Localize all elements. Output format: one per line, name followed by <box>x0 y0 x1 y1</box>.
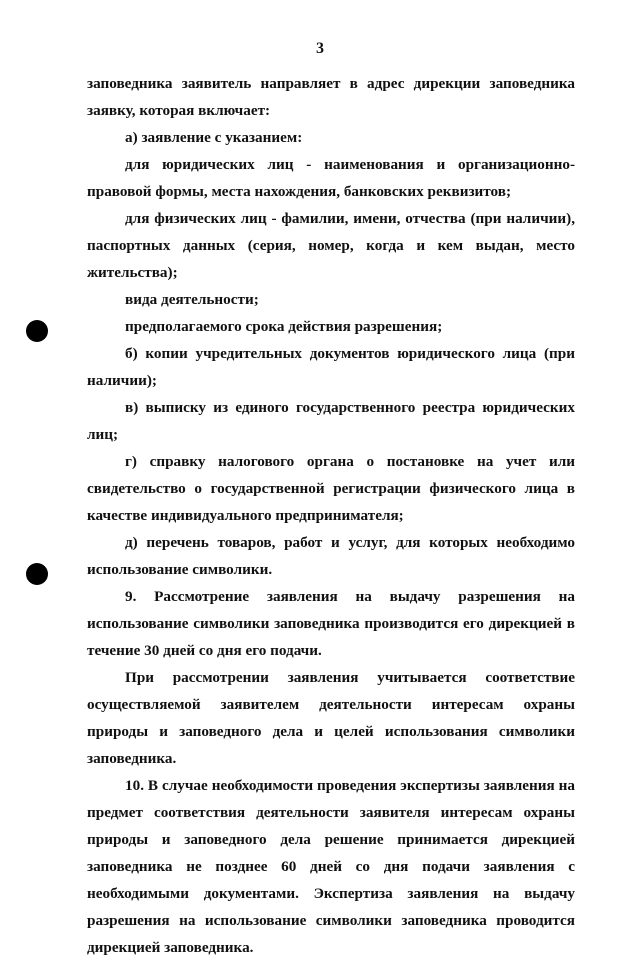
paragraph-continuation: заповедника заявитель направляет в адрес дирекции заповедника заявку, которая включает: <box>87 75 575 119</box>
paragraph-clause-10: 10. В случае необходимости проведения экспертизы заявления на предмет соответствия деятельности заявителя интересам охраны природы и заповедного дела решение принимается дирекцией заповедника не позднее 60 дней со дня подачи заявления с необходимыми документами. Экспертиза заявления на выдачу разрешения на использование символики заповедника проводится дирекцией заповедника. <box>87 777 575 956</box>
document-body <box>87 70 575 961</box>
paragraph-item-a: а) заявление с указанием: <box>125 129 303 146</box>
page-number: 3 <box>316 40 324 57</box>
paragraph-clause-9: 9. Рассмотрение заявления на выдачу разрешения на использование символики заповедника производится его дирекцией в течение 30 дней со дня его подачи. <box>87 588 575 659</box>
paragraph-activity-type: вида деятельности; <box>125 291 259 308</box>
punch-hole-bottom <box>26 563 48 585</box>
paragraph-review: При рассмотрении заявления учитывается соответствие осуществляемой заявителем деятельности интересам охраны природы и заповедного дела и целей использования символики заповедника. <box>87 669 575 767</box>
paragraph-item-g: г) справку налогового органа о постановке на учет или свидетельство о государственной регистрации физического лица в качестве индивидуального предпринимателя; <box>87 453 575 524</box>
punch-hole-top <box>26 320 48 342</box>
paragraph-item-d: д) перечень товаров, работ и услуг, для которых необходимо использование символики. <box>87 534 575 578</box>
paragraph-item-v: в) выписку из единого государственного реестра юридических лиц; <box>87 399 575 443</box>
paragraph-permit-term: предполагаемого срока действия разрешения; <box>125 318 443 335</box>
paragraph-legal-entities: для юридических лиц - наименования и организационно-правовой формы, места нахождения, банковских реквизитов; <box>87 156 575 200</box>
paragraph-individuals: для физических лиц - фамилии, имени, отчества (при наличии), паспортных данных (серия, номер, когда и кем выдан, место жительства); <box>87 210 575 281</box>
paragraph-item-b: б) копии учредительных документов юридического лица (при наличии); <box>87 345 575 389</box>
